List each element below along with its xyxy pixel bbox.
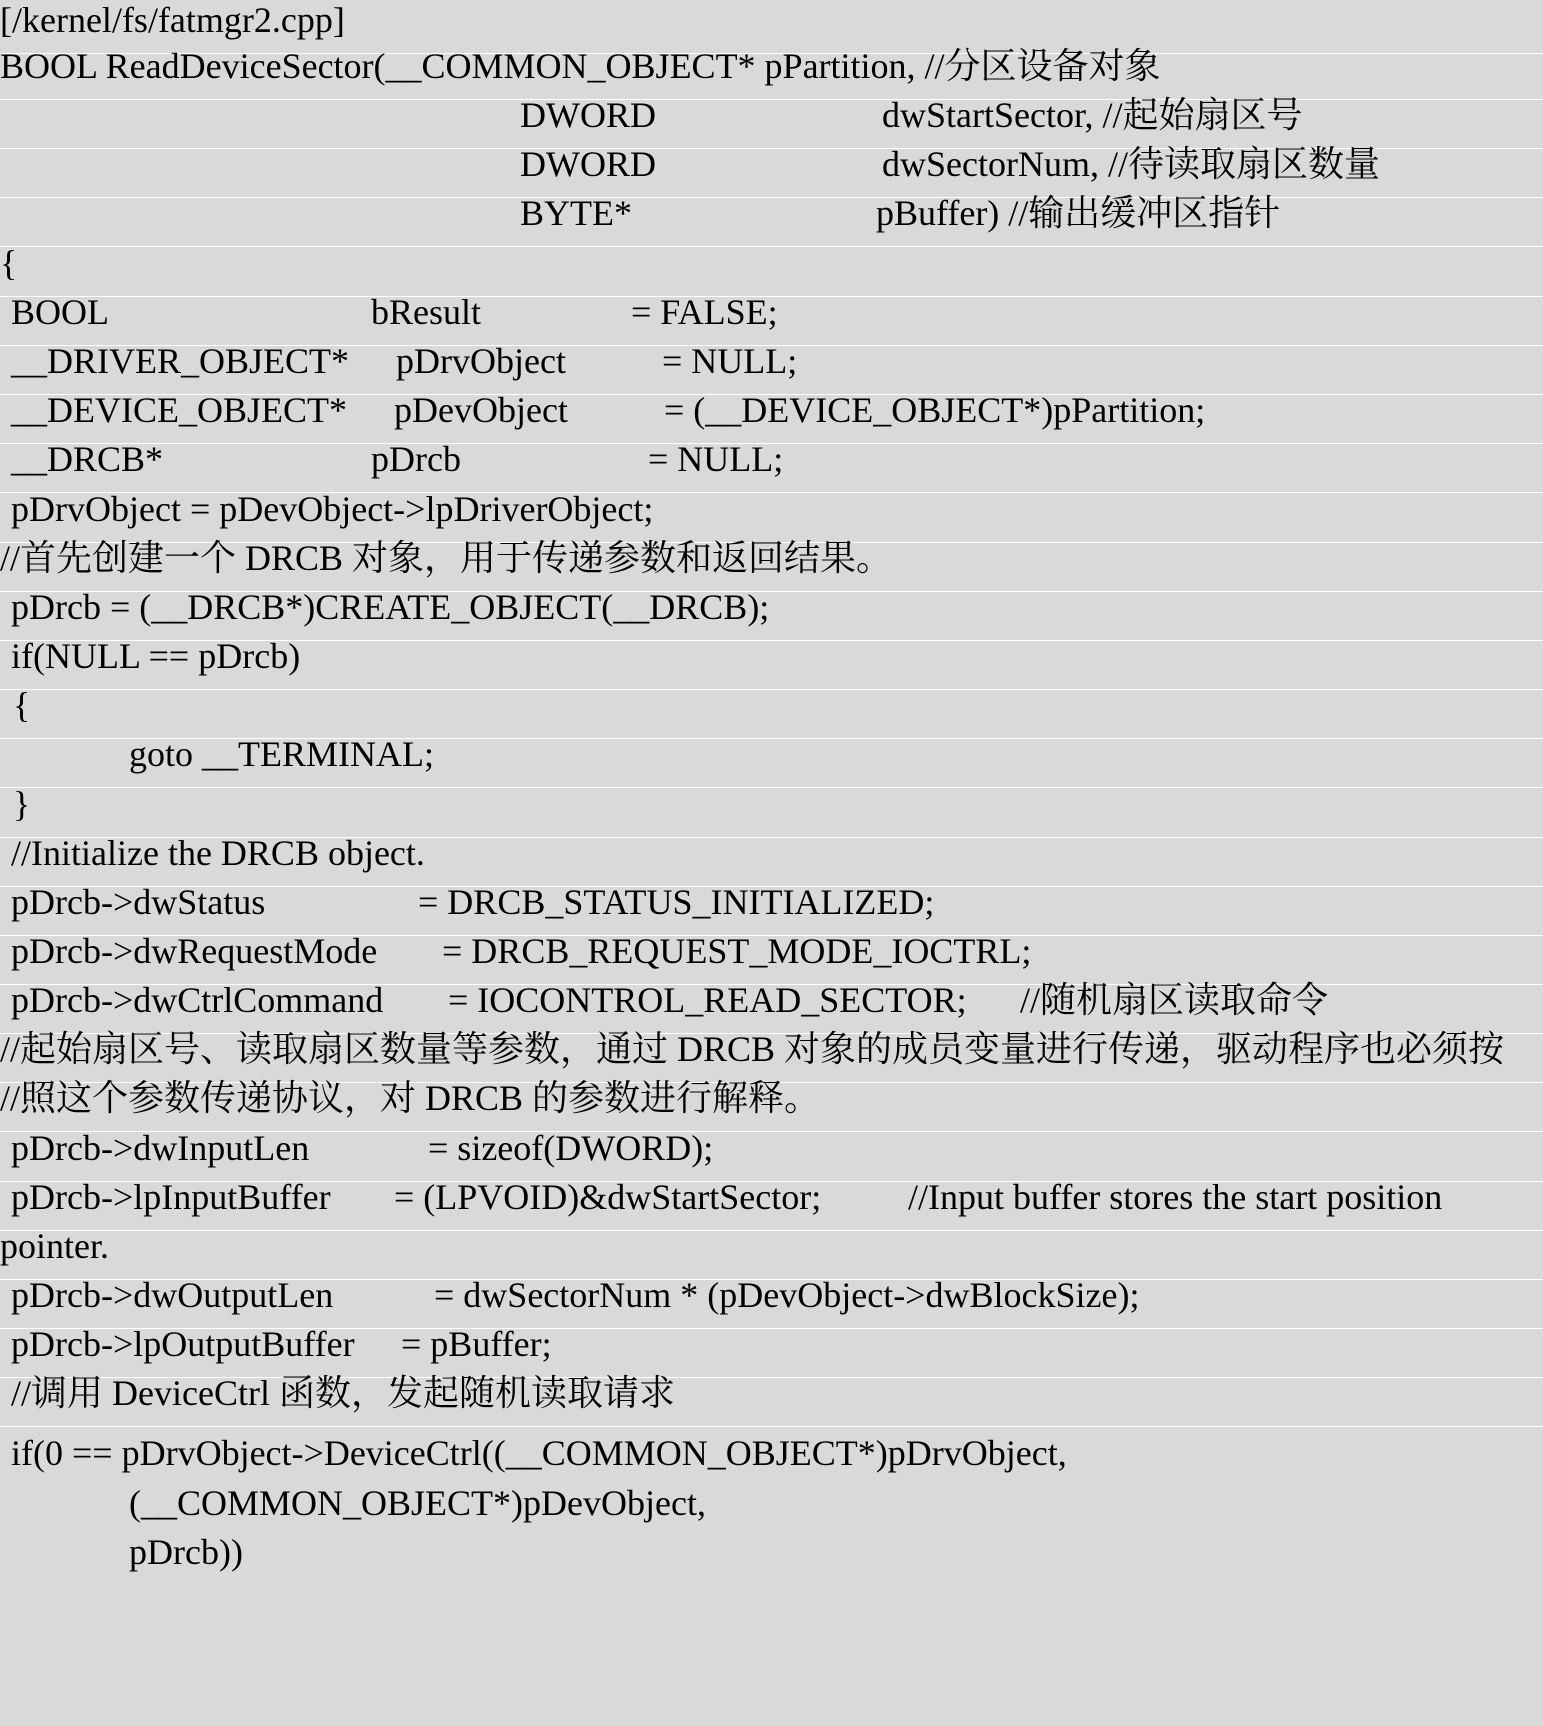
code-comment: //起始扇区号、读取扇区数量等参数，通过 DRCB 对象的成员变量进行传递，驱动程序也必须按 xyxy=(0,1029,1505,1069)
code-field: pDrcb->dwOutputLen xyxy=(11,1275,334,1315)
code-line xyxy=(0,1483,1543,1537)
code-brace: { xyxy=(0,243,18,283)
code-line xyxy=(0,980,1543,1034)
code-text: goto __TERMINAL; xyxy=(129,734,434,774)
code-line xyxy=(0,341,1543,395)
code-assign: = sizeof(DWORD); xyxy=(428,1128,714,1168)
code-text: pDrcb = (__DRCB*)CREATE_OBJECT(__DRCB); xyxy=(11,587,770,627)
code-comment: //调用 DeviceCtrl 函数，发起随机读取请求 xyxy=(11,1373,675,1413)
code-line xyxy=(0,95,1543,149)
code-field: pDrcb->lpInputBuffer xyxy=(11,1177,331,1217)
code-text: pointer. xyxy=(0,1226,109,1266)
code-line xyxy=(0,1029,1543,1083)
code-field: pDrcb->lpOutputBuffer xyxy=(11,1324,355,1364)
code-param: pBuffer) //输出缓冲区指针 xyxy=(876,193,1281,233)
code-variable: pDrvObject xyxy=(396,341,566,381)
code-field: pDrcb->dwRequestMode xyxy=(11,931,378,971)
code-assign: = dwSectorNum * (pDevObject->dwBlockSize); xyxy=(434,1275,1140,1315)
code-line xyxy=(0,193,1543,247)
code-line xyxy=(0,587,1543,641)
code-line xyxy=(0,243,1543,297)
code-assign: = (__DEVICE_OBJECT*)pPartition; xyxy=(664,390,1206,430)
code-line xyxy=(0,292,1543,346)
code-line xyxy=(0,144,1543,198)
code-type: BOOL xyxy=(11,292,109,332)
code-text: if(0 == pDrvObject->DeviceCtrl((__COMMON_OBJECT*)pDrvObject, xyxy=(11,1433,1067,1473)
code-line xyxy=(0,1433,1543,1487)
code-line xyxy=(0,1532,1543,1586)
code-assign: = pBuffer; xyxy=(401,1324,552,1364)
code-line xyxy=(0,636,1543,690)
code-comment: //照这个参数传递协议，对 DRCB 的参数进行解释。 xyxy=(0,1078,821,1118)
code-line xyxy=(0,1275,1543,1329)
code-line xyxy=(0,1324,1543,1378)
code-comment: //随机扇区读取命令 xyxy=(1020,980,1329,1020)
code-field: pDrcb->dwCtrlCommand xyxy=(11,980,384,1020)
code-line xyxy=(0,685,1543,739)
code-line xyxy=(0,784,1543,838)
code-line xyxy=(0,1373,1543,1427)
code-variable: pDevObject xyxy=(394,390,568,430)
code-type: DWORD xyxy=(520,144,656,184)
code-text: BOOL ReadDeviceSector(__COMMON_OBJECT* pPartition, //分区设备对象 xyxy=(0,46,1161,86)
code-comment: //Input buffer stores the start position xyxy=(908,1177,1443,1217)
code-line xyxy=(0,1177,1543,1231)
code-assign: = FALSE; xyxy=(631,292,778,332)
code-assign: = IOCONTROL_READ_SECTOR; xyxy=(448,980,967,1020)
code-line xyxy=(0,538,1543,592)
code-param: dwStartSector, //起始扇区号 xyxy=(882,95,1303,135)
code-variable: bResult xyxy=(371,292,482,332)
code-assign: = NULL; xyxy=(648,439,784,479)
code-line xyxy=(0,734,1543,788)
code-type: DWORD xyxy=(520,95,656,135)
code-line xyxy=(0,1226,1543,1280)
code-line xyxy=(0,833,1543,887)
code-line xyxy=(0,1078,1543,1132)
code-line xyxy=(0,439,1543,493)
code-type: __DRIVER_OBJECT* xyxy=(11,341,350,381)
code-brace: } xyxy=(13,784,31,824)
code-field: pDrcb->dwStatus xyxy=(11,882,266,922)
code-text: pDrcb)) xyxy=(129,1532,243,1572)
code-text: if(NULL == pDrcb) xyxy=(11,636,301,676)
code-text: (__COMMON_OBJECT*)pDevObject, xyxy=(129,1483,706,1523)
code-assign: = DRCB_REQUEST_MODE_IOCTRL; xyxy=(442,931,1032,971)
code-comment: //Initialize the DRCB object. xyxy=(11,833,425,873)
code-line xyxy=(0,1128,1543,1182)
code-variable: pDrcb xyxy=(371,439,461,479)
code-type: __DEVICE_OBJECT* xyxy=(11,390,347,430)
code-text: pDrvObject = pDevObject->lpDriverObject; xyxy=(11,489,654,529)
code-brace: { xyxy=(13,685,31,725)
code-type: __DRCB* xyxy=(11,439,164,479)
code-assign: = NULL; xyxy=(662,341,798,381)
code-param: dwSectorNum, //待读取扇区数量 xyxy=(882,144,1380,184)
code-comment: //首先创建一个 DRCB 对象，用于传递参数和返回结果。 xyxy=(0,538,893,578)
code-type: BYTE* xyxy=(520,193,632,233)
code-line xyxy=(0,882,1543,936)
file-path: [/kernel/fs/fatmgr2.cpp] xyxy=(0,0,345,40)
code-line xyxy=(0,489,1543,543)
code-assign: = (LPVOID)&dwStartSector; xyxy=(394,1177,822,1217)
code-field: pDrcb->dwInputLen xyxy=(11,1128,310,1168)
code-assign: = DRCB_STATUS_INITIALIZED; xyxy=(418,882,935,922)
code-line xyxy=(0,931,1543,985)
code-line xyxy=(0,390,1543,444)
code-line xyxy=(0,46,1543,100)
